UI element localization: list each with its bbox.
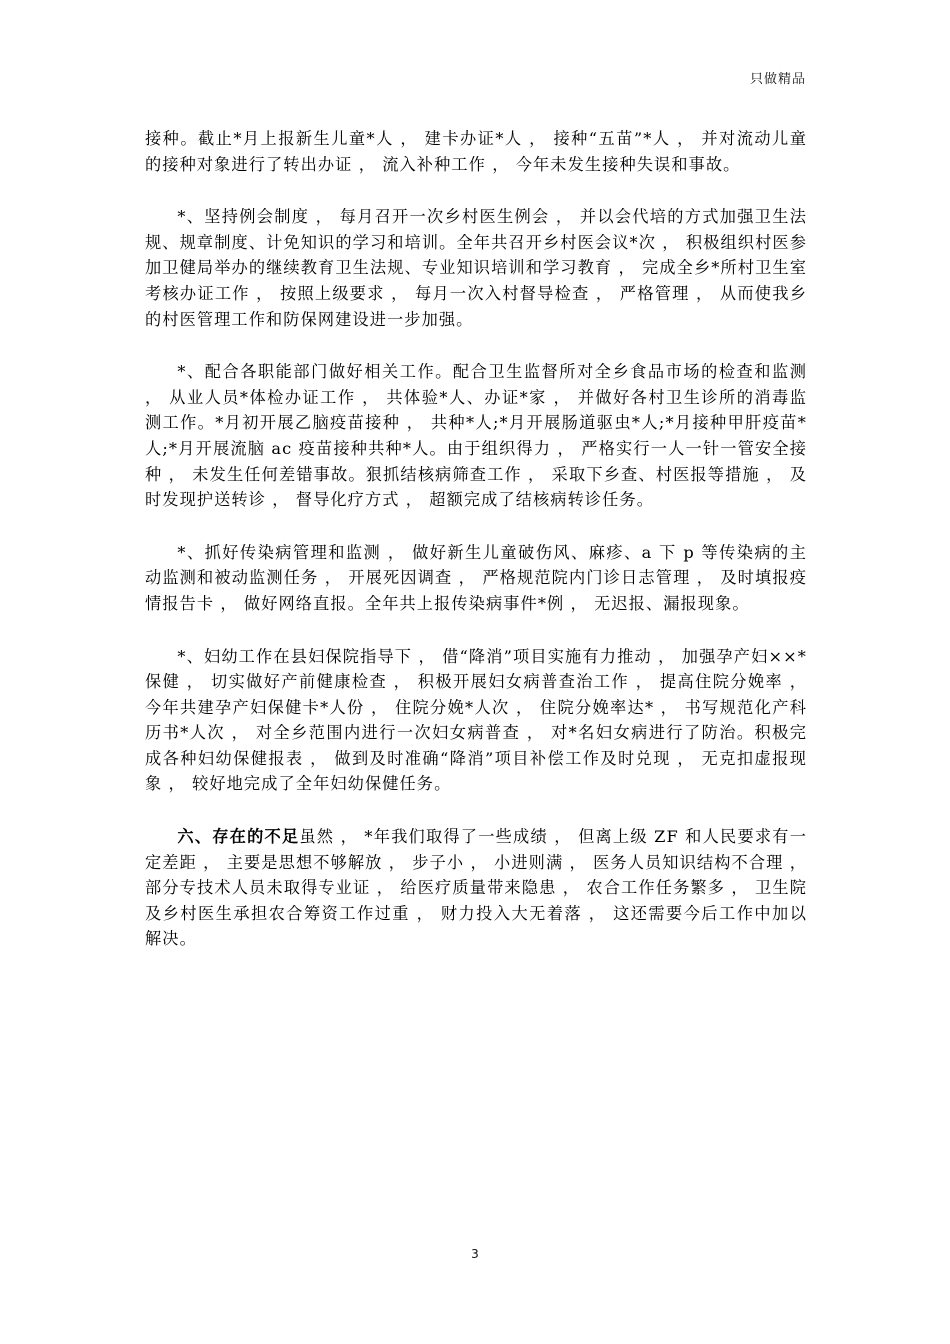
paragraph-text: *、坚持例会制度 ， 每月召开一次乡村医生例会 ， 并以会代培的方式加强卫生法规、规章制度、计免知识的学习和培训。全年共召开乡村医会议*次 ， 积极组织村医参加卫健局举办的继续教育卫生法规、专业知识培训和学习教育 ， 完成全乡*所村卫生室考核办证工作 ， 按照上级要求 ， 每月一次入村督导检查 ， 严格管理 ， 从而使我乡的村医管理工作和防保网建设进一步加强。 [145, 207, 807, 329]
paragraph-text: 虽然 ， *年我们取得了一些成绩 ， 但离上级 ZF 和人民要求有一定差距 ， 主要是思想不够解放 ， 步子小 ， 小进则满 ， 医务人员知识结构不合理 ， 部分专技术人员未取得专业证 ， 给医疗质量带来隐患 ， 农合工作任务繁多 ， 卫生院及乡村医生承担农合筹资工作过重 ， 财力投入大无着落 ， 这还需要今后工作中加以解决。 [145, 827, 807, 949]
paragraph-text: *、配合各职能部门做好相关工作。配合卫生监督所对全乡食品市场的检查和监测 ， 从业人员*体检办证工作 ， 共体验*人、办证*家 ， 并做好各村卫生诊所的消毒监测工作。*月初开展乙脑疫苗接种 ， 共种*人;*月开展肠道驱虫*人;*月接种甲肝疫苗*人;*月开展流脑 ac 疫苗接种共种*人。由于组织得力 ， 严格实行一人一针一管安全接种 ， 未发生任何差错事故。狠抓结核病筛查工作 ， 采取下乡查、村医报等措施 ， 及时发现护送转诊 ， 督导化疗方式 ， 超额完成了结核病转诊任务。 [145, 362, 807, 510]
paragraph-text: 接种。截止*月上报新生儿童*人 ， 建卡办证*人 ， 接种“五苗”*人 ， 并对流动儿童的接种对象进行了转出办证 ， 流入补种工作 ， 今年未发生接种失误和事故。 [145, 129, 807, 174]
paragraph-maternal-child-health [145, 644, 807, 798]
document-body [145, 126, 807, 979]
paragraph-vaccination [145, 126, 807, 177]
paragraph-text: *、抓好传染病管理和监测 ， 做好新生儿童破伤风、麻疹、a 下 p 等传染病的主动监测和被动监测任务 ， 开展死因调查 ， 严格规范院内门诊日志管理 ， 及时填报疫情报告卡 ， 做好网络直报。全年共上报传染病事件*例 ， 无迟报、漏报现象。 [145, 542, 807, 613]
paragraph-shortcomings [145, 824, 807, 952]
paragraph-infectious-disease [145, 540, 807, 617]
header-note: 只做精品 [749, 72, 806, 87]
paragraph-text: *、妇幼工作在县妇保院指导下 ， 借“降消”项目实施有力推动 ， 加强孕产妇××*保健 ， 切实做好产前健康检查 ， 积极开展妇女病普查治工作 ， 提高住院分娩率 ， 今年共建孕产妇保健卡*人份 ， 住院分娩*人次 ， 住院分娩率达* ， 书写规范化产科历书*人次 ， 对全乡范围内进行一次妇女病普查 ， 对*名妇女病进行了防治。积极完成各种妇幼保健报表 ， 做到及时准确“降消”项目补偿工作及时兑现 ， 无克扣虚报现象 ， 较好地完成了全年妇幼保健任务。 [145, 646, 807, 794]
paragraph-department-cooperation [145, 359, 807, 513]
page-number: 3 [471, 1247, 479, 1261]
section-heading: 六、存在的不足 [177, 827, 300, 847]
paragraph-village-doctor-meetings [145, 204, 807, 332]
